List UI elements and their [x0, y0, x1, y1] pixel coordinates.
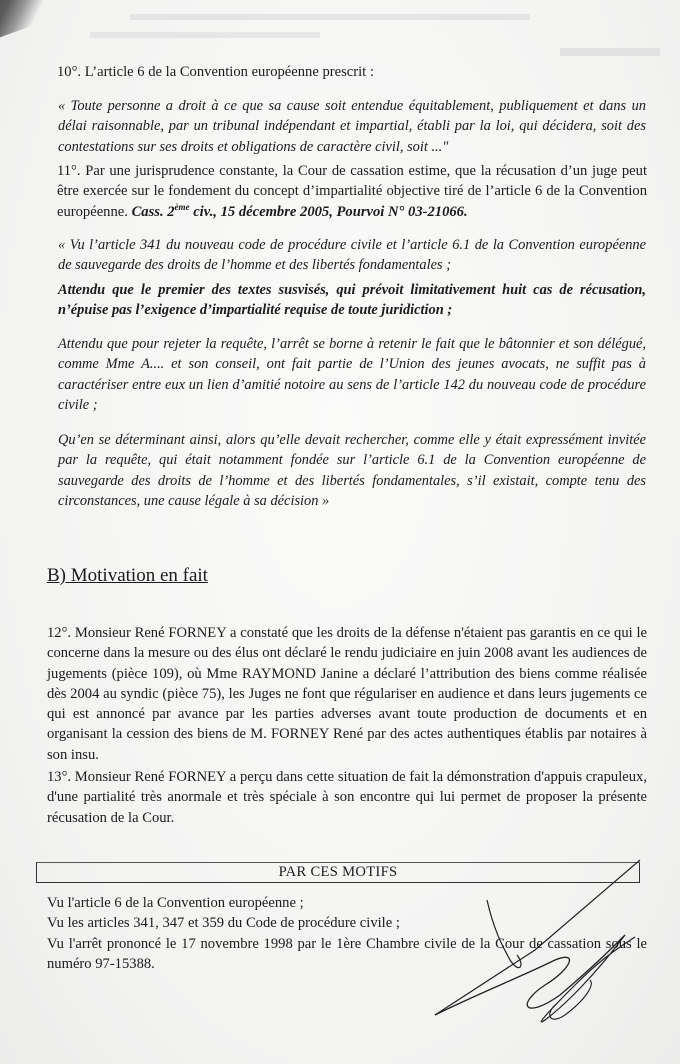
section-heading-motivation-en-fait: B) Motivation en fait	[47, 565, 208, 586]
vu-item: Vu les articles 341, 347 et 359 du Code de procédure civile ;	[47, 915, 400, 932]
quote-qu-en-se-determinant: Qu’en se déterminant ainsi, alors qu’elle devait rechercher, comme elle y était expressément invitée par la requête, qui était notamment fondée sur l’article 6.1 de la Convention européenne de sauvegarde des droits de l’homme et des libertés fondamentales, s’il existait, compte tenu des circonstances, une cause légale à sa décision »	[58, 432, 646, 509]
quote-article-6: « Toute personne a droit à ce que sa cause soit entendue équitablement, publiquement et dans un délai raisonnable, par un tribunal indépendant et impartial, établi par la loi, qui décidera, soit des contestations sur ses droits et obligations de caractère civil, soit ..."	[58, 98, 646, 155]
paragraph-10: 10°. L’article 6 de la Convention européenne prescrit :	[57, 64, 374, 80]
vu-item: Vu l'arrêt prononcé le 17 novembre 1998 par le 1ère Chambre civile de la Cour de cassation sous le numéro 97-15388.	[47, 935, 647, 972]
page-corner-fold	[0, 0, 68, 44]
par-ces-motifs-box: PAR CES MOTIFS	[36, 862, 640, 883]
paragraph-12: 12°. Monsieur René FORNEY a constaté que les droits de la défense n'étaient pas garantis en ce qui le concerne dans la mesure ou des élus ont déclaré le rendu judiciaire en juin 2008 avant les audiences de jugements (pièce 109), où Mme RAYMOND Janine a déclaré l’attribution des biens comme réalisée dès 2004 au syndic (pièce 75), les Juges ne font que régulariser en audience et dans leurs jugements ce qui est annoncé par avance par les parties adverses avant toute production de documents et en organisant la cession des biens de M. FORNEY René par des actes authentiques établis par notaires à son insu.	[47, 625, 647, 763]
quote-attendu-bold: Attendu que le premier des textes susvisés, qui prévoit limitativement huit cas de récusation, n’épuise pas l’exigence d’impartialité requise de toute juridiction ;	[58, 282, 646, 319]
case-citation: Cass. 2ème civ., 15 décembre 2005, Pourvoi N° 03-21066.	[131, 201, 468, 220]
quote-attendu-rejeter: Attendu que pour rejeter la requête, l’arrêt se borne à retenir le fait que le bâtonnier et son délégué, comme Mme A.... et son conseil, ont fait partie de l’Union des jeunes avocats, ne suffit pas à caractériser entre eux un lien d’amitié notoire au sens de l’article 142 du nouveau code de procédure civile ;	[58, 336, 646, 413]
show-through-line	[560, 48, 660, 56]
vu-item: Vu l'article 6 de la Convention européenne ;	[47, 895, 304, 911]
quote-vu-article-341: « Vu l’article 341 du nouveau code de procédure civile et l’article 6.1 de la Convention européenne de sauvegarde des droits de l’homme et des libertés fondamentales ;	[58, 237, 646, 274]
show-through-line	[90, 32, 320, 38]
show-through-line	[130, 14, 530, 20]
paragraph-11: 11°. Par une jurisprudence constante, la Cour de cassation estime, que la récusation d’un juge peut être exercée sur le fondement du concept d’impartialité objective tiré de l’article 6 de la Convention européenne. Cass. 2ème civ., 15 décembre 2005, Pourvoi N° 03-21066.	[57, 163, 647, 220]
handwritten-signature	[395, 855, 655, 1030]
paragraph-13: 13°. Monsieur René FORNEY a perçu dans cette situation de fait la démonstration d'appuis crapuleux, d'une partialité très anormale et très spéciale à son encontre qui lui permet de proposer la présente récusation de la Cour.	[47, 769, 647, 826]
